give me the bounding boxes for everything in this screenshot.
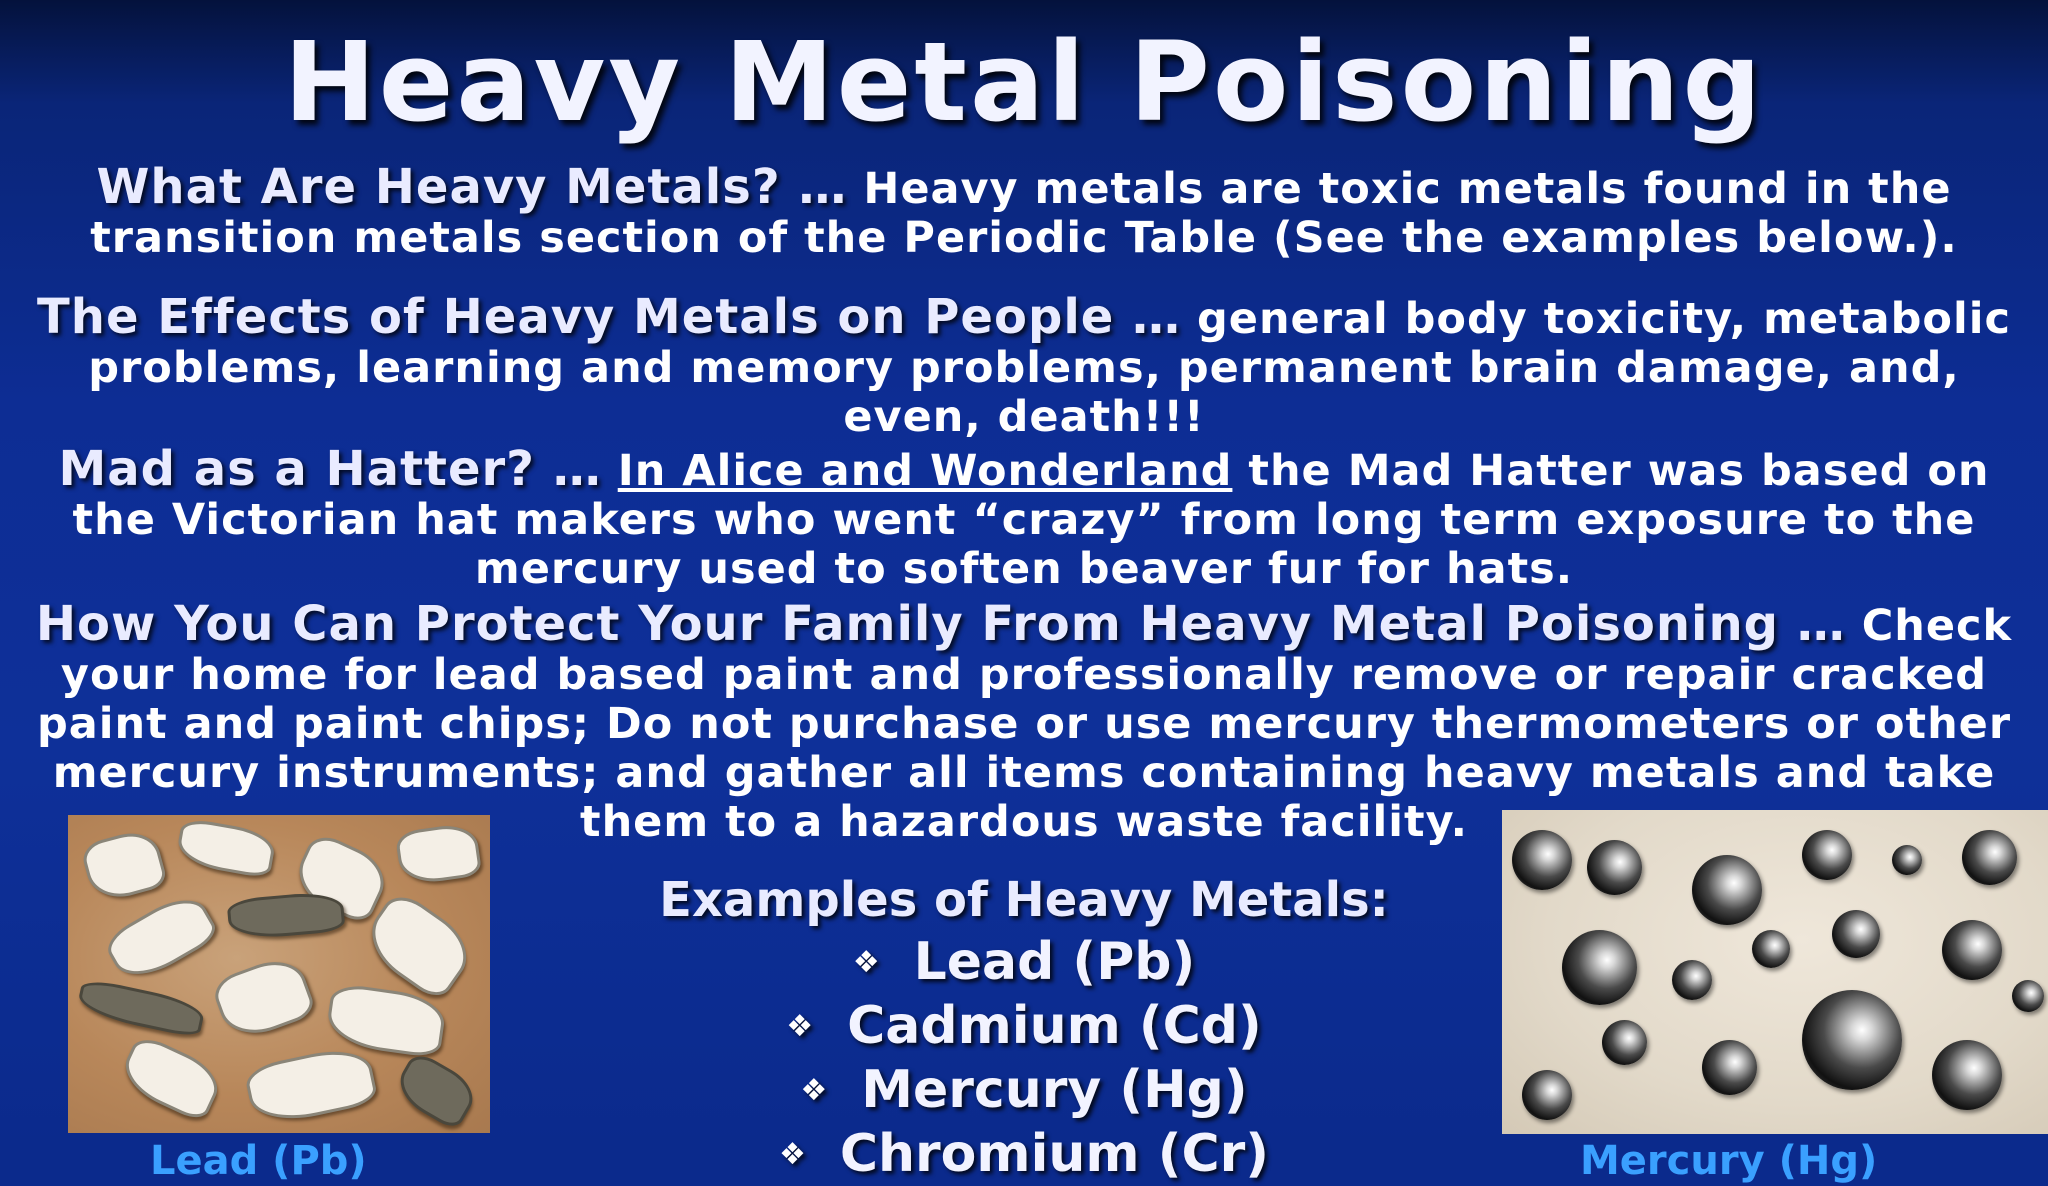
paragraph-text: general body toxicity, metabolic problems, learning and memory problems, permanent brain damage, and, even, death!!!: [88, 294, 2011, 442]
example-item-lead: [0, 930, 2048, 994]
lead-chip: [175, 817, 278, 879]
diamond-bullet-icon: ❖: [852, 944, 880, 980]
paragraph-heading: Mad as a Hatter? …: [58, 441, 602, 497]
example-label: Cadmium (Cd): [847, 996, 1262, 1056]
example-item-mercury: [0, 1058, 2048, 1122]
book-title: In Alice and Wonderland: [617, 446, 1233, 496]
paragraph-text: Check your home for lead based paint and professionally remove or repair cracked paint and paint chips; Do not purchase or use mercury thermometers or other mercury instruments; and gather all items containing heavy metals and take them to a hazardous waste facility.: [36, 601, 2013, 847]
slide-title: Heavy Metal Poisoning: [283, 18, 1765, 146]
lead-photo-caption: Lead (Pb): [150, 1138, 367, 1184]
paragraph-heading: What Are Heavy Metals? …: [96, 159, 848, 215]
mercury-photo-caption: Mercury (Hg): [1580, 1138, 1878, 1184]
example-label: Lead (Pb): [913, 932, 1196, 992]
paragraph-heading: The Effects of Heavy Metals on People …: [37, 289, 1182, 345]
paragraph-what-are-heavy-metals: [24, 159, 2024, 263]
paragraph-text: the Mad Hatter was based on the Victorian hat makers who went “crazy” from long term exposure to the mercury used to soften beaver fur for hats.: [72, 446, 1990, 594]
diamond-bullet-icon: ❖: [778, 1136, 806, 1172]
paragraph-text: Heavy metals are toxic metals found in the transition metals section of the Periodic Table (See the examples below.).: [90, 164, 1958, 263]
paragraph-heading: How You Can Protect Your Family From Heavy Metal Poisoning …: [35, 596, 1846, 652]
paragraph-effects: [24, 289, 2024, 442]
paragraph-mad-as-a-hatter: [24, 441, 2024, 594]
diamond-bullet-icon: ❖: [786, 1008, 814, 1044]
example-label: Chromium (Cr): [839, 1124, 1270, 1184]
example-item-cadmium: [0, 994, 2048, 1058]
diamond-bullet-icon: ❖: [800, 1072, 828, 1108]
example-label: Mercury (Hg): [861, 1060, 1248, 1120]
examples-heading: Examples of Heavy Metals:: [659, 872, 1389, 928]
mercury-droplet: [1892, 845, 1922, 875]
